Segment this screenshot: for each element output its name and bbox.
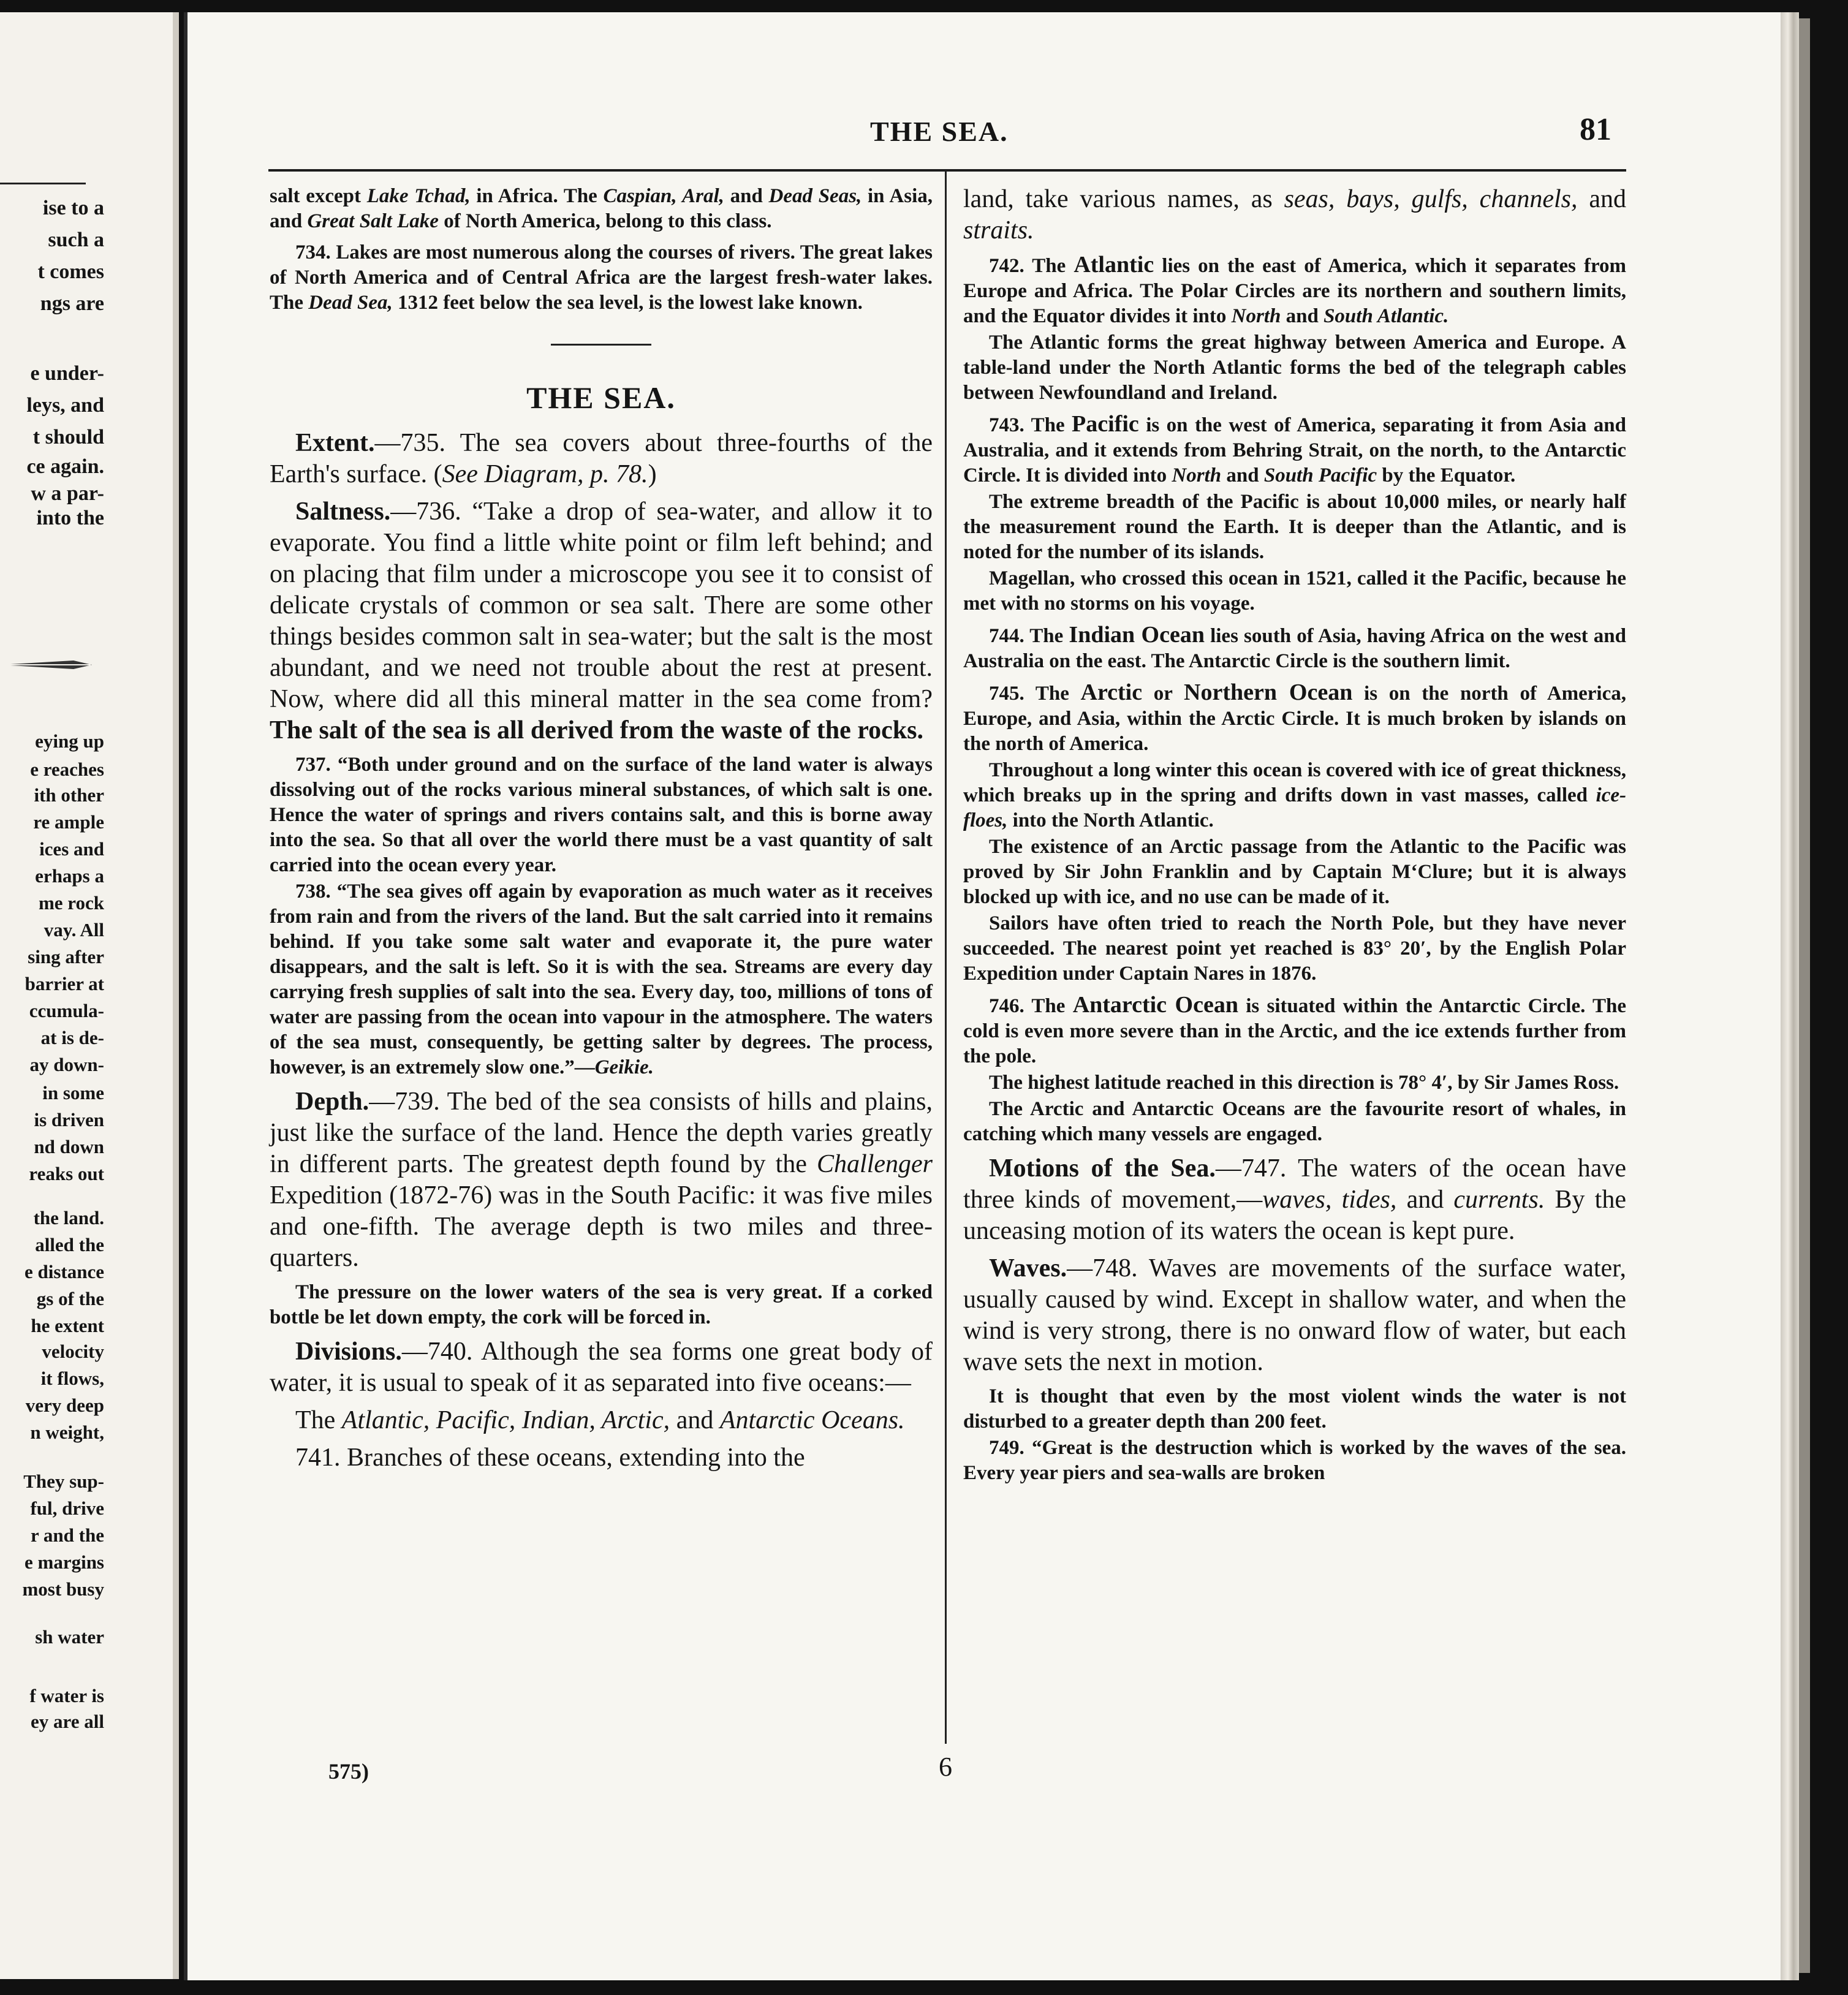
facing-page-line: reaks out: [29, 1163, 104, 1184]
facing-page-line: t comes: [37, 260, 104, 283]
section-title: THE SEA.: [526, 380, 676, 415]
paragraph-743: 743. The Pacific is on the west of America, separating it from Asia and Australia, and it extends from Behring Strait, on the north, to the Antarctic Circle. It is divided into North and South Pacific by the Equator.: [963, 411, 1626, 486]
right-column: [963, 184, 1626, 1492]
facing-page-line: it flows,: [40, 1368, 104, 1389]
paragraph-733-continued: salt except Lake Tchad, in Africa. The Caspian, Aral, and Dead Seas, in Asia, and Great Salt Lake of North America, belong to this class.: [270, 185, 933, 232]
facing-page-line: ices and: [39, 838, 104, 860]
facing-page-line: e distance: [24, 1261, 104, 1282]
facing-page-line: sh water: [35, 1626, 104, 1648]
paragraph-741: 741. Branches of these oceans, extending into the: [295, 1444, 805, 1472]
running-head: THE SEA.: [870, 116, 1009, 147]
paragraph-745: 745. The Arctic or Northern Ocean is on the north of America, Europe, and Asia, within the Arctic Circle. It is much broken by islands on the north of America.: [963, 680, 1626, 755]
paragraph-742-note: The Atlantic forms the great highway between America and Europe. A table-land under the North Atlantic forms the bed of the telegraph cables between Newfoundland and Ireland.: [963, 331, 1626, 404]
paragraph-740: Divisions.—740. Although the sea forms one great body of water, it is usual to speak of it as separated into five oceans:—: [270, 1338, 933, 1397]
facing-page-line: nd down: [34, 1136, 104, 1157]
facing-page-line: velocity: [42, 1341, 104, 1362]
paragraph-749: 749. “Great is the destruction which is worked by the waves of the sea. Every year piers and sea-walls are broken: [963, 1437, 1626, 1484]
facing-page-line: at is de-: [40, 1027, 104, 1048]
page-edge-shadow: [1799, 18, 1810, 1973]
paragraph-738: 738. “The sea gives off again by evaporation as much water as it receives from rain and from the rivers of the land. But the salt carried into it remains behind. If you take some salt water and evaporate it, the pure water disappears, and the salt is left. So it is with the sea. Streams are every day carrying fresh supplies of salt into the sea. Every day, too, millions of tons of water are passing from the ocean into vapour in the atmosphere. The waters of the sea must, consequently, be getting salter by degrees. The process, however, is an extremely slow one.”—Geikie.: [270, 880, 933, 1078]
facing-page-line: e reaches: [30, 759, 104, 780]
facing-page-line: erhaps a: [35, 865, 104, 887]
facing-page-line: ful, drive: [30, 1497, 104, 1519]
facing-page-line: ey are all: [31, 1711, 104, 1732]
paragraph-745-note-3: Sailors have often tried to reach the North Pole, but they have never succeeded. The nearest point yet reached is 83° 20′, by the English Polar Expedition under Captain Nares in 1876.: [963, 912, 1626, 985]
paragraph-742: 742. The Atlantic lies on the east of America, which it separates from Europe and Africa. The Polar Circles are its northern and southern limits, and the Equator divides it into North and South Atlantic.: [963, 252, 1626, 327]
facing-page-line: such a: [48, 229, 104, 251]
paragraph-739: Depth.—739. The bed of the sea consists of hills and plains, just like the surface of the land. Hence the depth varies greatly in different parts. The greatest depth found by the Challenger Expedition (1872-76) was in the South Pacific: it was five miles and one-fifth. The average depth is two miles and three-quarters.: [270, 1088, 933, 1272]
facing-page-line: alled the: [35, 1234, 104, 1255]
facing-page-line: w a par-: [31, 482, 104, 505]
page-edge: [1781, 12, 1799, 1980]
paragraph-736: Saltness.—736. “Take a drop of sea-water, and allow it to evaporate. You find a little white point or film left behind; and on placing that film under a microscope you see it to consist of delicate crystals of common or sea salt. There are some other things besides common salt in sea-water; but the salt is the most abundant, and we need not trouble about the rest at present. Now, where did all this mineral matter in the sea come from? The salt of the sea is all derived from the waste of the rocks.: [270, 498, 933, 744]
paragraph-740-list: The Atlantic, Pacific, Indian, Arctic, and Antarctic Oceans.: [295, 1406, 905, 1434]
facing-page-line: e margins: [24, 1551, 104, 1573]
section-separator: [551, 344, 651, 346]
paragraph-741-continued: land, take various names, as seas, bays, gulfs, channels, and straits.: [963, 185, 1626, 244]
paragraph-748-note: It is thought that even by the most violent winds the water is not disturbed to a greater depth than 200 feet.: [963, 1385, 1626, 1433]
facing-page-line: gs of the: [36, 1288, 104, 1309]
page-number: 81: [1580, 112, 1611, 147]
paragraph-744: 744. The Indian Ocean lies south of Asia, having Africa on the west and Australia on the east. The Antarctic Circle is the southern limit.: [963, 622, 1627, 672]
facing-page-line: he extent: [31, 1315, 104, 1336]
paragraph-739-note: The pressure on the lower waters of the sea is very great. If a corked bottle be let down empty, the cork will be forced in.: [270, 1281, 933, 1328]
facing-page-line: very deep: [25, 1395, 104, 1416]
facing-page-line: ce again.: [26, 455, 104, 478]
paragraph-735: Extent.—735. The sea covers about three-fourths of the Earth's surface. (See Diagram, p. 78.): [270, 429, 933, 488]
facing-page-line: me rock: [38, 892, 104, 914]
facing-page-line: re ample: [33, 811, 104, 833]
printer-signature-mark: 575): [328, 1759, 369, 1784]
paragraph-746: 746. The Antarctic Ocean is situated within the Antarctic Circle. The cold is even more severe than in the Arctic, and the ice extends further from the pole.: [963, 992, 1627, 1067]
facing-page-line: leys, and: [26, 394, 104, 417]
facing-page-line: n weight,: [30, 1421, 104, 1443]
facing-page-line: e under-: [30, 362, 104, 385]
facing-page-rule: [0, 183, 86, 184]
paragraph-745-note-2: The existence of an Arctic passage from the Atlantic to the Pacific was proved by Sir John Franklin and by Captain M‘Clure; but it is always blocked up with ice, and no use can be made of it.: [963, 836, 1626, 908]
facing-page-line: eying up: [35, 730, 104, 752]
facing-page-fragment: [0, 12, 179, 1979]
paragraph-734: 734. Lakes are most numerous along the courses of rivers. The great lakes of North America and of Central Africa are the largest fresh-water lakes. The Dead Sea, 1312 feet below the sea level, is the lowest lake known.: [270, 241, 933, 314]
facing-page-line: They sup-: [23, 1471, 104, 1492]
header-rule: [268, 169, 1626, 172]
signature-number: 6: [939, 1752, 952, 1782]
paragraph-747: Motions of the Sea.—747. The waters of the ocean have three kinds of movement,—waves, tides, and currents. By the unceasing motion of its waters the ocean is kept pure.: [963, 1154, 1626, 1245]
facing-page-line: into the: [36, 507, 104, 529]
paragraph-743-note-1: The extreme breadth of the Pacific is about 10,000 miles, or nearly half the measurement round the Earth. It is deeper than the Atlantic, and is noted for the number of its islands.: [963, 491, 1626, 563]
paragraph-743-note-2: Magellan, who crossed this ocean in 1521, called it the Pacific, because he met with no storms on his voyage.: [963, 567, 1626, 615]
paragraph-748: Waves.—748. Waves are movements of the surface water, usually caused by wind. Except in shallow water, and when the wind is very strong, there is no onward flow of water, but each wave sets the next in motion.: [963, 1254, 1626, 1376]
column-divider: [945, 170, 947, 1744]
facing-page-line: ise to a: [42, 197, 104, 219]
paragraph-737: 737. “Both under ground and on the surface of the land water is always dissolving out of the rocks various mineral substances, of which salt is one. Hence the water of springs and rivers contains salt, and this is borne away into the sea. So that all over the world there must be a vast quantity of salt carried into the ocean every year.: [270, 754, 933, 876]
facing-page-ornament: [0, 657, 92, 673]
facing-page-line: ccumula-: [29, 1000, 104, 1021]
facing-page-line: ith other: [34, 784, 104, 806]
facing-page-line: sing after: [28, 946, 104, 967]
facing-page-line: is driven: [34, 1109, 104, 1130]
facing-page-line: r and the: [30, 1524, 104, 1546]
facing-page-line: f water is: [29, 1685, 104, 1706]
facing-page-line: barrier at: [25, 973, 104, 994]
paragraph-746-note-1: The highest latitude reached in this direction is 78° 4′, by Sir James Ross.: [989, 1072, 1619, 1094]
paragraph-745-note-1: Throughout a long winter this ocean is covered with ice of great thickness, which breaks up in the spring and drifts down in vast masses, called ice-floes, into the North Atlantic.: [963, 759, 1626, 831]
left-column: [270, 184, 933, 1480]
facing-page-line: ngs are: [40, 292, 104, 315]
facing-page-line: most busy: [22, 1578, 104, 1600]
facing-page-line: t should: [32, 426, 104, 449]
paragraph-746-note-2: The Arctic and Antarctic Oceans are the favourite resort of whales, in catching which many vessels are engaged.: [963, 1098, 1626, 1145]
facing-page-line: vay. All: [44, 919, 104, 941]
facing-page-line: the land.: [33, 1207, 104, 1228]
facing-page-line: ay down-: [29, 1054, 104, 1075]
facing-page-line: in some: [42, 1082, 104, 1103]
